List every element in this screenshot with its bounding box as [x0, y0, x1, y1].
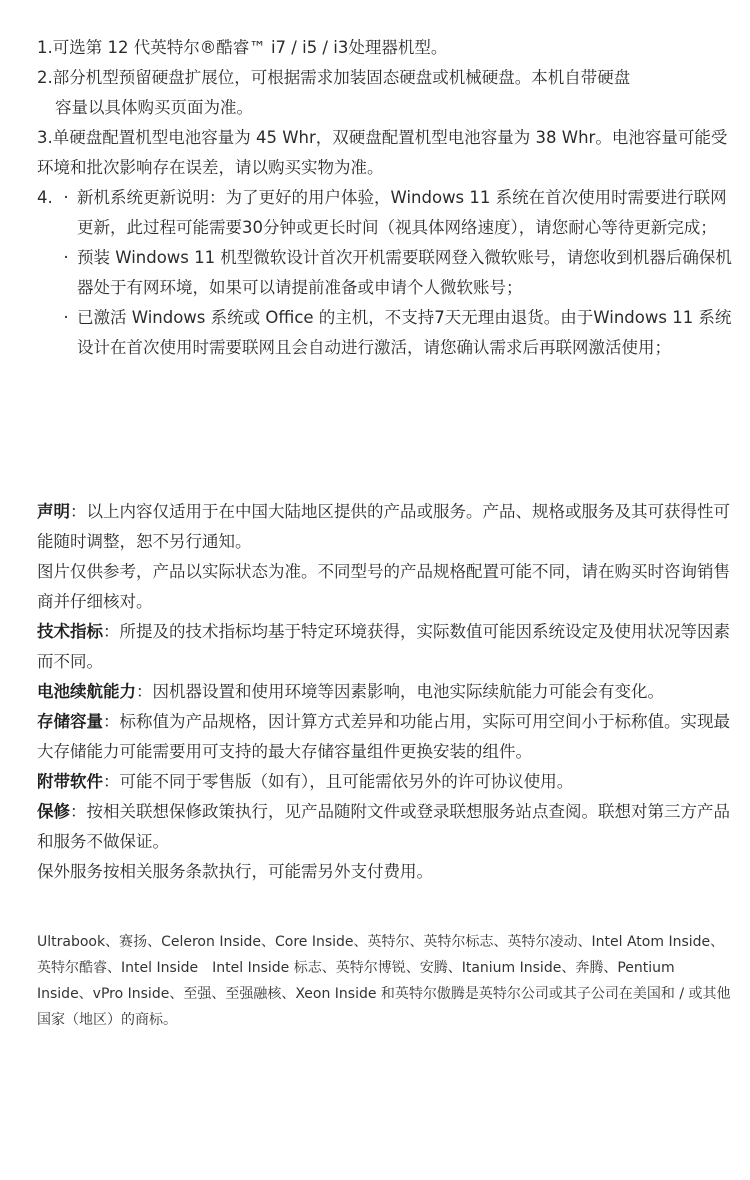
bullet-dot: ·	[63, 188, 69, 207]
software-paragraph	[37, 767, 732, 797]
note-item-3: 3.单硬盘配置机型电池容量为 45 Whr，双硬盘配置机型电池容量为 38 Whr。电池容量可能受环境和批次影响存在误差，请以购买实物为准。	[37, 128, 728, 177]
storage-text: ：标称值为产品规格，因计算方式差异和功能占用，实际可用空间小于标称值。实现最大存储能力可能需要用可支持的最大存储容量组件更换安装的组件。	[37, 712, 730, 761]
battery-paragraph	[37, 677, 732, 707]
bullet-text: 已激活 Windows 系统或 Office 的主机，不支持7天无理由退货。由于Windows 11 系统设计在首次使用时需要联网且会自动进行激活，请您确认需求后再联网激活使用；	[77, 308, 732, 357]
statement-text: ：以上内容仅适用于在中国大陆地区提供的产品或服务。产品、规格或服务及其可获得性可能随时调整，恕不另行通知。	[37, 502, 730, 551]
tech-label: 技术指标	[37, 622, 103, 641]
software-label: 附带软件	[37, 772, 103, 791]
note-item-4-bullet-2	[37, 243, 732, 303]
warranty-text: ：按相关联想保修政策执行，见产品随附文件或登录联想服务站点查阅。联想对第三方产品和服务不做保证。	[37, 802, 730, 851]
tech-paragraph	[37, 617, 732, 677]
notes-section	[37, 33, 732, 363]
software-text: ：可能不同于零售版（如有），且可能需依另外的许可协议使用。	[103, 772, 574, 791]
warranty-paragraph	[37, 797, 732, 857]
bullet-dot: ·	[63, 308, 69, 327]
warranty-label: 保修	[37, 802, 70, 821]
note-item-4-number: 4.	[37, 188, 53, 207]
tech-text: ：所提及的技术指标均基于特定环境获得，实际数值可能因系统设定及使用状况等因素而不同。	[37, 622, 730, 671]
note-item-1: 1.可选第 12 代英特尔®酷睿™ i7 / i5 / i3处理器机型。	[37, 38, 448, 57]
storage-label: 存储容量	[37, 712, 103, 731]
note-item-4-bullet-1	[37, 183, 732, 243]
bullet-text: 预装 Windows 11 机型微软设计首次开机需要联网登入微软账号，请您收到机器后确保机器处于有网环境，如果可以请提前准备或申请个人微软账号；	[77, 248, 732, 297]
note-item-4	[37, 183, 732, 363]
trademark-notice: Ultrabook、赛扬、Celeron Inside、Core Inside、英特尔、英特尔标志、英特尔凌动、Intel Atom Inside、英特尔酷睿、Intel Inside Intel Inside 标志、英特尔博锐、安腾、Itanium Inside、奔腾、Pentium Inside、vPro Inside、至强、至强融核、Xeon Inside 和英特尔傲腾是英特尔公司或其子公司在美国和 / 或其他国家（地区）的商标。	[37, 934, 731, 1028]
image-note-paragraph: 图片仅供参考，产品以实际状态为准。不同型号的产品规格配置可能不同，请在购买时咨询销售商并仔细核对。	[37, 562, 730, 611]
battery-text: ：因机器设置和使用环境等因素影响，电池实际续航能力可能会有变化。	[136, 682, 664, 701]
out-of-warranty-paragraph: 保外服务按相关服务条款执行，可能需另外支付费用。	[37, 862, 433, 881]
bullet-text: 新机系统更新说明：为了更好的用户体验，Windows 11 系统在首次使用时需要进行联网更新，此过程可能需要30分钟或更长时间（视具体网络速度），请您耐心等待更新完成；	[77, 188, 727, 237]
statement-label: 声明	[37, 502, 70, 521]
storage-paragraph	[37, 707, 732, 767]
bullet-dot: ·	[63, 248, 69, 267]
note-item-4-bullet-3	[37, 303, 732, 363]
statement-paragraph	[37, 497, 732, 557]
note-item-2-line-2: 容量以具体购买页面为准。	[55, 98, 253, 117]
declaration-section	[37, 497, 732, 887]
battery-label: 电池续航能力	[37, 682, 136, 701]
note-item-2-line-1: 2.部分机型预留硬盘扩展位，可根据需求加装固态硬盘或机械硬盘。本机自带硬盘	[37, 68, 631, 87]
